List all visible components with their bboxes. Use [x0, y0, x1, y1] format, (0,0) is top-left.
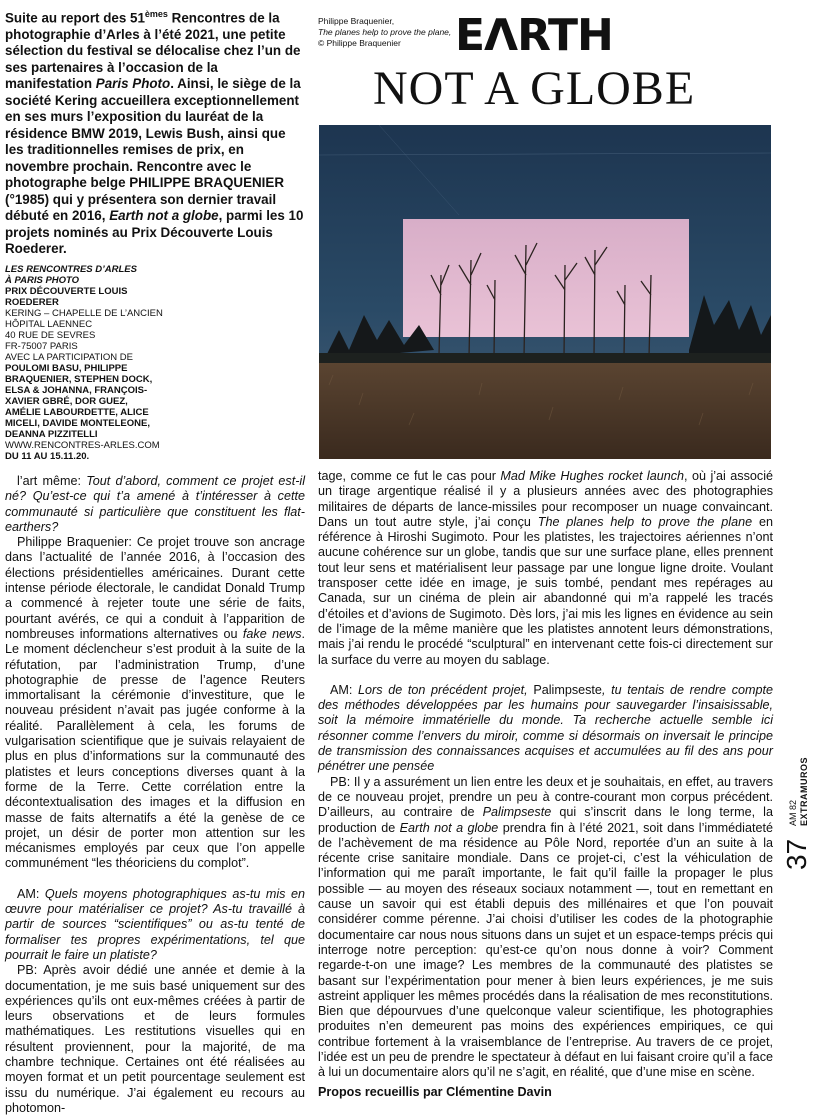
answer-italic: fake news: [242, 626, 302, 641]
intro-earth-title: Earth not a globe: [109, 208, 219, 224]
question-text: Tout d’abord, comment ce projet est-il né? Qu’est-ce qui t’a amené à t’intéresser à cette communauté si particulière que constituent les flat-earthers?: [5, 474, 305, 534]
issue-number: 82: [788, 799, 798, 810]
credit-line: © Philippe Braquenier: [318, 38, 401, 48]
intro-text: , parmi les 10 projets nominés au Prix Découverte Louis Roederer.: [5, 208, 304, 257]
headline-earth: EΛRTH: [455, 10, 613, 61]
answer-text: Ce projet trouve son ancrage dans l’actualité de l’année 2016, à l’occasion des élections présidentielles américaines. Durant cette intense période électorale, le candidat Donald Trump a commencé à rejeter toute une série de faits, pourtant avérés, ce qui a conduit à l’apparition de nombreuses informations alternatives ou: [5, 535, 305, 641]
answer-text: , où j’ai associé un tirage argentique réalisé il y a plusieurs années avec des photographies militaires de départs de lance-missiles pour recomposer un nuage convaincant. Dans un tout autre style, j’ai conçu: [318, 469, 773, 529]
credit-line: Philippe Braquenier,: [318, 16, 395, 26]
event-address: HÔPITAL LAENNEC: [5, 319, 93, 330]
photo-drive-in-screen: [319, 125, 771, 459]
answer-italic: The planes help to prove the plane: [537, 514, 753, 529]
page-folio: [782, 720, 822, 870]
answer-text: en référence à Hiroshi Sugimoto. Pour les platistes, les trajectoires aériennes n’ont aucune cohérence sur un globe, tandis que sur une surface plane, elles prennent tout leur sens et matérialisent leur passage par une longue ligne droite. Voulant transposer cette idée en image, je suis tombé, pendant mes repérages au Canada, sur un cinéma de plein air abandonné qui m’a rappelé les tracés d’étoiles et d’avions de Sugimoto. Dès lors, j’ai mis les lignes en évidence au sein de l’image de la même manière que les platistes annotent leurs démonstrations, mais j’ai rendu le procédé “sculptural” en intervenant cette fois-ci directement sur la surface du verre au moyen du sablage.: [318, 514, 773, 667]
answer-italic: Mad Mike Hughes rocket launch: [500, 469, 685, 483]
participants-label: AVEC LA PARTICIPATION DE: [5, 352, 133, 363]
answer-text: tage, comme ce fut le cas pour: [318, 469, 501, 483]
question-text: Lors de ton précédent projet,: [358, 682, 534, 697]
event-title: À PARIS PHOTO: [5, 275, 80, 286]
event-title: LES RENCONTRES D’ARLES: [5, 264, 137, 275]
question-text: , tu tentais de rendre compte des méthodes développées par les humains pour sauvegarder l’insaisissable, soit la mémoire immatérielle du monde. Ta recherche actuelle semble ici résonner comme l’envers du miroir, comme si désormais on inversait le principe de transmission des connaissances acquises et accumulées au fil des ans pour pénétrer une pensée: [318, 682, 774, 774]
intro-paragraph: [5, 6, 305, 258]
answer-italic: Earth not a globe: [399, 820, 499, 835]
credit-line: The planes help to prove the plane,: [318, 27, 452, 37]
issue-label: AM: [788, 809, 798, 826]
event-website: WWW.RENCONTRES-ARLES.COM: [5, 440, 160, 451]
article-column-left: [5, 474, 305, 1116]
question-text: Quels moyens photographiques as-tu mis en œuvre pour matérialiser ce projet? As-tu travaillé à partir de sources “scientifiques” ou as-tu tenté de formaliser tes propres expérimentations, tel que pourrait le faire un platiste?: [5, 886, 305, 962]
event-address: 40 RUE DE SEVRES: [5, 330, 96, 341]
event-title: ROEDERER: [5, 297, 59, 308]
question-roman: Palimpseste: [533, 682, 602, 697]
speaker-label: PB:: [330, 774, 354, 789]
intro-sup: èmes: [144, 9, 168, 19]
answer-text: . Le moment déclencheur s’est produit à la suite de la réfutation, par l’administration Trump, d’une photographie de presse de l’agence Reuters immortalisant la cérémonie d’investiture, que le nouveau président n’avait pas jugée conforme à la réalité. Parallèlement à cela, les forums de vulgarisation scientifique que je suivais relayaient de plus en plus d’informations sur la communauté des platistes et leurs conceptions diverses quant à la forme de la Terre. Cette corrélation entre la décontextualisation des images et la diffusion en masse de faits alternatifs a été la genèse de ce projet, un désir de porter mon attention sur les mécanismes employés par ceux que l’on appelle communément “les théoriciens du complot”.: [5, 626, 306, 871]
headline-not-a-globe: NOT A GLOBE: [373, 62, 696, 115]
author-signature: Propos recueillis par Clémentine Davin: [318, 1084, 552, 1099]
page-number: 37: [781, 838, 812, 870]
section-label: EXTRAMUROS: [799, 756, 809, 826]
speaker-label: AM:: [17, 886, 45, 901]
answer-italic: Palimpseste: [482, 805, 552, 820]
speaker-label: AM:: [330, 682, 359, 697]
event-address: KERING – CHAPELLE DE L’ANCIEN: [5, 308, 163, 319]
answer-text: Il y a assurément un lien entre les deux et je souhaitais, en effet, au travers de ce nouveau projet, prendre un peu à contre-courant mon corpus précédent. D’ailleurs, au contraire de: [318, 774, 773, 820]
event-dates: DU 11 AU 15.11.20.: [5, 451, 90, 462]
answer-text: qui s’inscrit dans le long terme, la production de: [318, 805, 773, 835]
event-title: PRIX DÉCOUVERTE LOUIS: [5, 286, 128, 297]
speaker-label: PB:: [17, 963, 44, 978]
intro-paris-photo: Paris Photo: [95, 76, 171, 92]
photo-credit: [318, 16, 458, 49]
intro-text: Suite au report des 51: [5, 10, 145, 26]
article-column-right: [318, 469, 773, 1100]
event-info: [5, 264, 165, 462]
intro-text: . Ainsi, le siège de la société Kering accueillera exceptionnellement en ses murs l’exposition du lauréat de la résidence BMW 2019, Lewis Bush, ainsi que les traditionnelles remises de prix, en novembre prochain. Rencontre avec le photographe belge PHILIPPE BRAQUENIER (°1985) qui y présentera son dernier travail débuté en 2016,: [5, 76, 301, 224]
event-address: FR-75007 PARIS: [5, 341, 78, 352]
speaker-label: l’art même:: [17, 474, 87, 488]
answer-text: Après avoir dédié une année et demie à la documentation, je me suis basé uniquement sur des expériences qu’ils ont eux-mêmes créées à partir de leurs observations et de leurs formules mathématiques. Les restitutions visuelles qui en résultent proviennent, pour la majorité, de ma chambre technique. Certaines ont été réalisées au moyen format et un petit pourcentage seulement est issu du numérique. J’ai également eu recours au photomon-: [5, 963, 305, 1115]
participants-names: POULOMI BASU, PHILIPPE BRAQUENIER, STEPHEN DOCK, ELSA & JOHANNA, FRANÇOIS-XAVIER GBRÉ, DOR GUEZ, AMÉLIE LABOURDETTE, ALICE MICELI, DAVIDE MONTELEONE, DEANNA PIZZITELLI: [5, 363, 153, 440]
speaker-label: Philippe Braquenier:: [17, 535, 137, 550]
intro-text: Rencontres de la photographie d’Arles à l’été 2021, une petite sélection du festival se délocalise chez l’un de ses partenaires à l’occasion de la manifestation: [5, 10, 301, 92]
answer-text: prendra fin à l’été 2021, soit dans l’immédiateté de l’achèvement de ma résidence au Pôle Nord, reportée d’un an suite à la récente crise sanitaire mondiale. Dans ce projet-ci, c’est la véhiculation de l’information qui me paraît importante, le fait qu’il faille la propager le plus possible — au moyen des réseaux sociaux notamment —, tout en remettant en cause un savoir qui est établi depuis des millénaires et que l’on pouvait considérer comme pérenne. J’ai choisi d’utiliser les codes de la photographie documentaire car nous nous situons dans un sujet et un espace-temps précis qui interroge notre perception: qu’est-ce qu’on nous donne à voir? Comment regarde-t-on une image? Les membres de la communauté des platistes se basant sur l’expérimentation pour mener à bien leurs expériences, je me suis astreint appliquer les mêmes procédés dans la réalisation de mes reconstitutions. Bien que dépourvues d’une quelconque valeur scientifique, les photographies produites n’en demeurent pas moins des expériences empiriques, ce qui contribue fortement à la vraisemblance de l’entreprise. Au travers de ce projet, l’idée est un peu de prendre le spectateur à défaut en lui faisant croire qu’il a face à lui un documentaire alors qu’il ne s’agit, en réalité, que d’une mise en scène.: [318, 820, 773, 1080]
